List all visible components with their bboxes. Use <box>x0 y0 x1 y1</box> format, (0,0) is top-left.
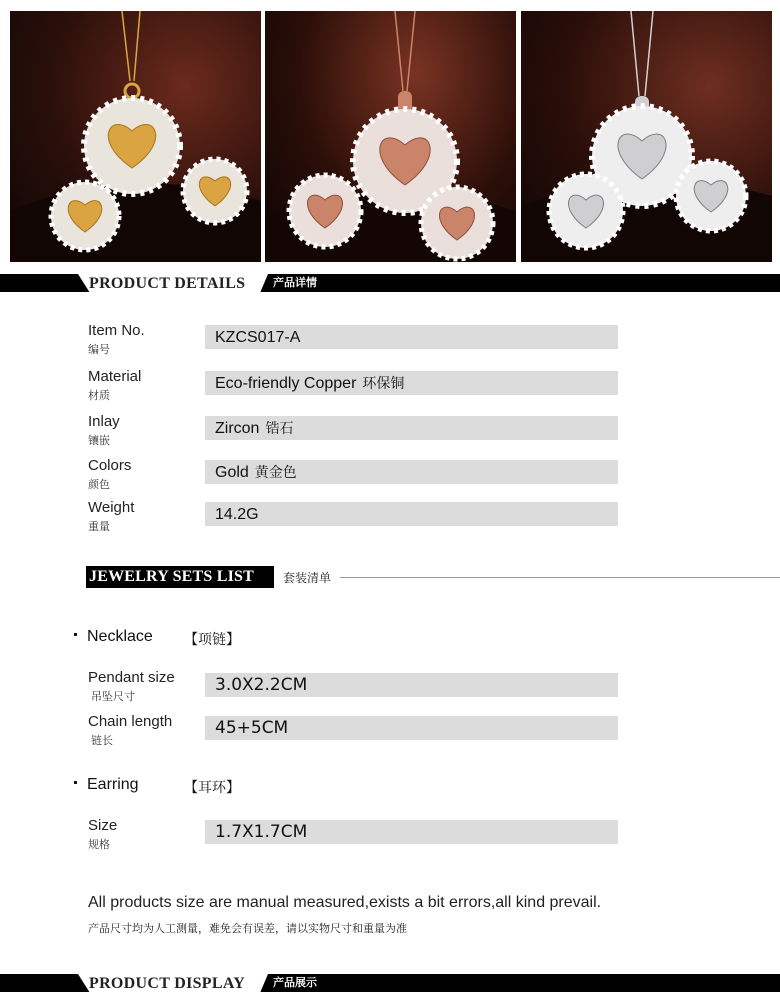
silver-heart-jewelry-set-photo-icon <box>521 11 772 262</box>
measurement-note: All products size are manual measured,exists a bit errors,all kind prevail. <box>88 894 602 911</box>
gold-heart-jewelry-set-photo-icon <box>10 11 261 262</box>
rose-gold-set-photo <box>265 11 516 262</box>
spec-label-cn: 规格 <box>88 839 110 851</box>
necklace-heading-cn: 【项链】 <box>184 631 240 647</box>
spec-label-cn: 链长 <box>91 735 113 747</box>
necklace-heading: Necklace 【项链】 <box>74 628 153 646</box>
spec-label: Chain length <box>88 713 173 730</box>
spec-label-cn: 镶嵌 <box>88 435 110 447</box>
spec-label: Inlay <box>88 413 120 430</box>
spec-label: Weight <box>88 499 135 516</box>
silver-set-photo <box>521 11 772 262</box>
bullet-icon <box>74 781 77 784</box>
spec-label-cn: 颜色 <box>88 479 110 491</box>
jewelry-sets-list-subtitle: 套装清单 <box>283 571 332 585</box>
rose-gold-heart-jewelry-set-photo-icon <box>265 11 516 262</box>
spec-value: 1.7X1.7CM <box>205 820 618 844</box>
spec-value: Gold 黄金色 <box>205 460 618 484</box>
spec-value: KZCS017-A <box>205 325 618 349</box>
spec-label-cn: 吊坠尺寸 <box>91 691 135 703</box>
product-details-title: PRODUCT DETAILS <box>89 275 246 292</box>
product-display-subtitle: 产品展示 <box>273 977 317 989</box>
spec-value: Zircon 锆石 <box>205 416 618 440</box>
spec-value: Eco-friendly Copper 环保铜 <box>205 371 618 395</box>
product-details-header <box>0 274 780 292</box>
product-display-title: PRODUCT DISPLAY <box>89 975 246 992</box>
spec-label: Item No. <box>88 322 145 339</box>
product-display-header <box>0 974 780 992</box>
spec-label: Material <box>88 368 142 385</box>
spec-label-cn: 编号 <box>88 344 110 356</box>
spec-value: 14.2G <box>205 502 618 526</box>
product-photo-strip <box>10 11 772 262</box>
spec-label-cn: 重量 <box>88 521 110 533</box>
earring-heading-cn: 【耳环】 <box>184 779 240 795</box>
spec-value: 3.0X2.2CM <box>205 673 618 697</box>
spec-label: Size <box>88 817 118 834</box>
bullet-icon <box>74 633 77 636</box>
spec-value: 45+5CM <box>205 716 618 740</box>
product-details-subtitle: 产品详情 <box>273 277 317 289</box>
spec-label-cn: 材质 <box>88 390 110 402</box>
jewelry-sets-list-title: JEWELRY SETS LIST <box>86 566 274 588</box>
spec-label: Colors <box>88 457 132 474</box>
divider-line <box>340 577 780 578</box>
spec-label: Pendant size <box>88 669 175 686</box>
measurement-note-cn: 产品尺寸均为人工测量，难免会有误差，请以实物尺寸和重量为准 <box>88 923 407 935</box>
earring-heading: Earring 【耳环】 <box>74 776 139 794</box>
gold-set-photo <box>10 11 261 262</box>
